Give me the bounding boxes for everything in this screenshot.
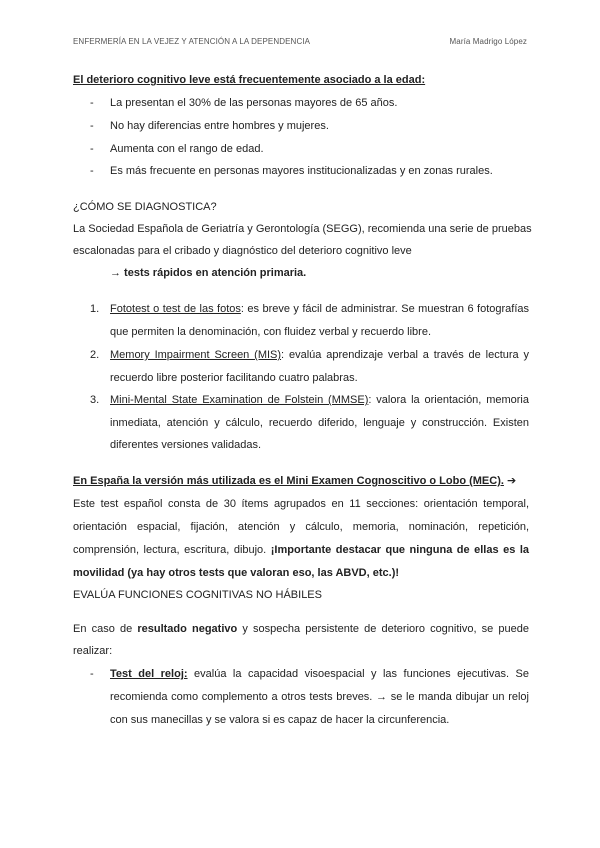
negative-result-line-2: realizar:: [73, 645, 113, 657]
bullet-dash: -: [90, 97, 94, 109]
arrow-note: → tests rápidos en atención primaria.: [110, 267, 307, 279]
item-1-line-2: que permiten la denominación, con fluidez verbal y recuerdo libre.: [110, 326, 432, 338]
item-1-title: Fototest o test de las fotos: [110, 303, 241, 315]
list-item: Es más frecuente en personas mayores institucionalizadas y en zonas rurales.: [110, 165, 493, 177]
item-3-line-1: [110, 393, 529, 407]
clock-test-line-2: recomienda como complemento a otros tests breves. → se le manda dibujar un reloj: [110, 691, 529, 703]
clock-test-title: Test del reloj:: [110, 668, 188, 680]
section3-heading: En España la versión más utilizada es el Mini Examen Cognoscitivo o Lobo (MEC).: [73, 475, 504, 487]
item-3-title: Mini-Mental State Examination de Folstein (MMSE): [110, 394, 369, 406]
bullet-dash: -: [90, 120, 94, 132]
neg-post: y sospecha persistente de deterioro cognitivo, se puede: [242, 623, 530, 635]
item-2-line-1: [110, 348, 529, 362]
section2-heading: ¿CÓMO SE DIAGNOSTICA?: [73, 201, 217, 213]
list-item: Aumenta con el rango de edad.: [110, 143, 264, 155]
bullet-dash: -: [90, 143, 94, 155]
section3-heading-line: [73, 474, 529, 488]
clock-test-line-3: con sus manecillas y se valora si es capaz de hacer la circunferencia.: [110, 714, 450, 726]
list-item: No hay diferencias entre hombres y mujeres.: [110, 120, 329, 132]
negative-result-line-1: [73, 622, 529, 636]
item-3-desc: : valora la orientación, memoria: [368, 394, 529, 406]
header-course-title: ENFERMERÍA EN LA VEJEZ Y ATENCIÓN A LA DEPENDENCIA: [73, 37, 311, 46]
item-number: 1.: [90, 303, 100, 315]
neg-bold: resultado negativo: [137, 623, 238, 635]
list-item: La presentan el 30% de las personas mayores de 65 años.: [110, 97, 398, 109]
item-2-desc: : evalúa aprendizaje verbal a través de lectura y: [281, 349, 529, 361]
item-number: 3.: [90, 394, 100, 406]
neg-pre: En caso de: [73, 623, 133, 635]
section1-heading: El deterioro cognitivo leve está frecuentemente asociado a la edad:: [73, 74, 426, 86]
item-2-title: Memory Impairment Screen (MIS): [110, 349, 282, 361]
item-3-line-2: inmediata, atención y cálculo, recuerdo diferido, lenguaje y construcción. Existen: [110, 417, 529, 429]
mec-line-3-bold: ¡Importante destacar que ninguna de ellas es la: [270, 544, 529, 556]
clock-test-line-1: [110, 667, 529, 681]
arrow-icon: ➔: [507, 475, 517, 487]
item-number: 2.: [90, 349, 100, 361]
mec-line-1: Este test español consta de 30 ítems agrupados en 11 secciones: orientación temporal,: [73, 498, 529, 510]
item-1-line-1: [110, 302, 529, 316]
mec-line-3-normal: comprensión, lectura, escritura, dibujo.: [73, 544, 267, 556]
intro-line-2: escalonadas para el cribado y diagnóstico del deterioro cognitivo leve: [73, 245, 412, 257]
bullet-dash: -: [90, 668, 94, 680]
caps-heading: EVALÚA FUNCIONES COGNITIVAS NO HÁBILES: [73, 589, 322, 601]
header-author: María Madrigo López: [449, 37, 527, 46]
clock-test-desc: evalúa la capacidad visoespacial y las funciones ejecutivas. Se: [194, 668, 529, 680]
mec-line-2: orientación espacial, fijación, atención y cálculo, memoria, nominación, repetición,: [73, 521, 529, 533]
item-3-line-3: diferentes versiones validadas.: [110, 439, 262, 451]
mec-line-3: [73, 543, 529, 557]
mec-line-4: movilidad (ya hay otros tests que valoran eso, las ABVD, etc.)!: [73, 567, 400, 579]
bullet-dash: -: [90, 165, 94, 177]
intro-line-1: La Sociedad Española de Geriatría y Gerontología (SEGG), recomienda una serie de pruebas: [73, 223, 532, 235]
item-2-line-2: recuerdo libre posterior facilitando cuatro palabras.: [110, 372, 358, 384]
item-1-desc: : es breve y fácil de administrar. Se muestran 6 fotografías: [240, 303, 529, 315]
